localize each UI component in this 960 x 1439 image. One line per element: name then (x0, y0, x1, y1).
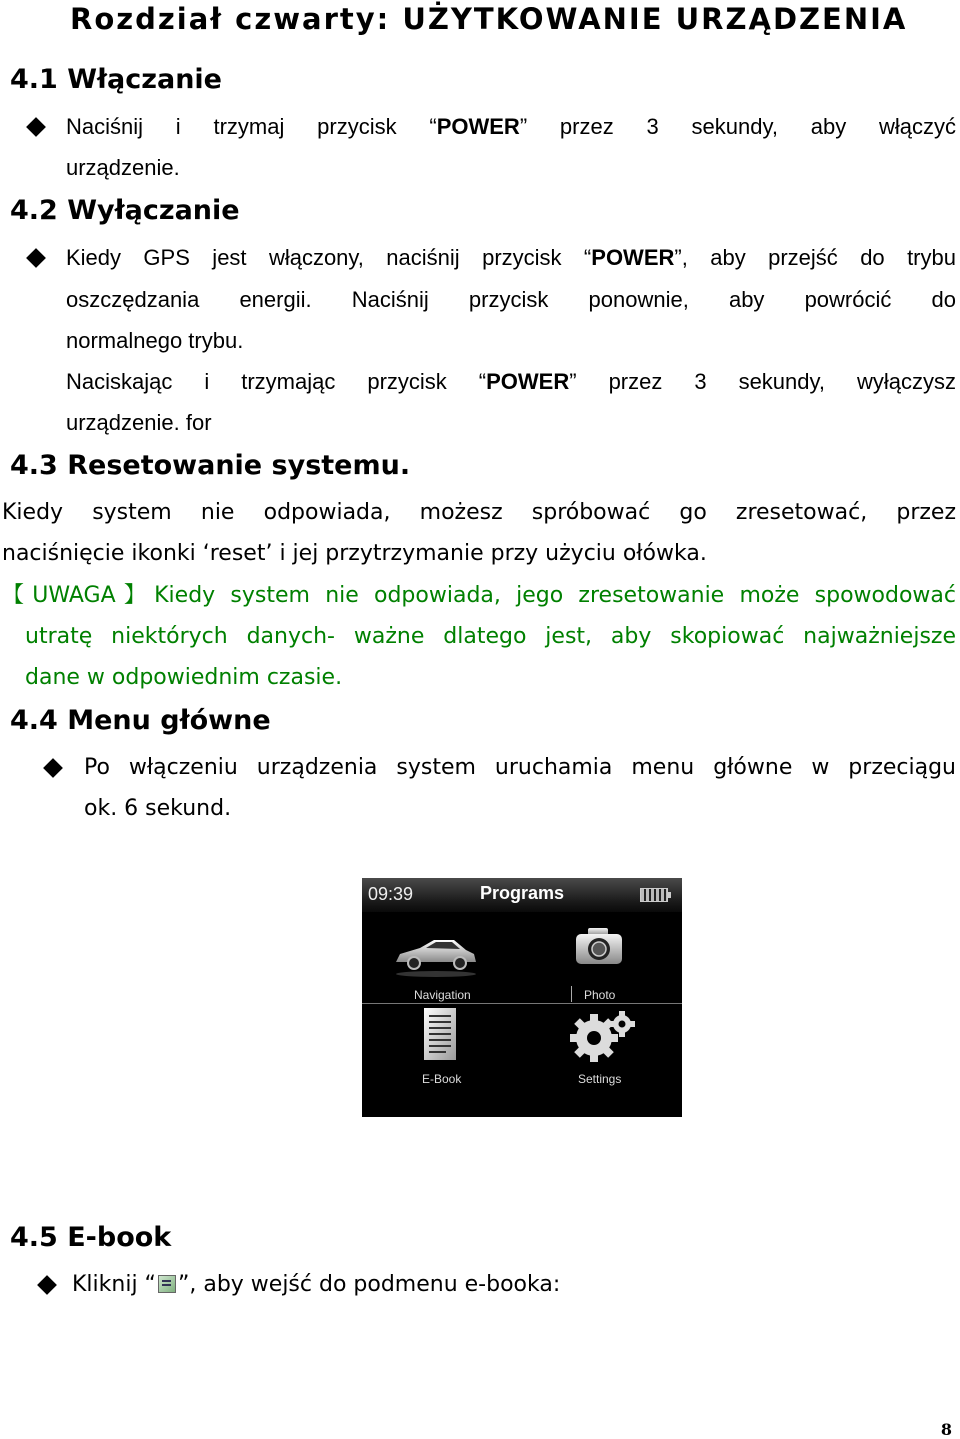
note-line1: 【UWAGA】Kiedy system nie odpowiada, jego zresetowanie może spowodować (2, 583, 956, 608)
paragraph-4-2-line2: oszczędzania energii. Naciśnij przycisk ponownie, aby powrócić do (66, 287, 956, 312)
menu-label-settings: Settings (578, 1072, 622, 1086)
menu-item-ebook[interactable] (422, 1006, 458, 1071)
paragraph-4-3-line2: naciśnięcie ikonki ‘reset’ i jej przytrzymanie przy użyciu ołówka. (2, 541, 707, 566)
paragraph-4-2-p2-line2: urządzenie. for (66, 410, 212, 435)
paragraph-4-4-line1: Po włączeniu urządzenia system uruchamia menu główne w przeciągu (84, 755, 956, 780)
camera-icon (574, 924, 624, 970)
menu-label-photo: Photo (584, 988, 616, 1002)
menu-item-settings[interactable] (566, 1006, 638, 1075)
heading-4-3: 4.3 Resetowanie systemu. (10, 450, 411, 481)
paragraph-4-5: Kliknij “ ”, aby wejść do podmenu e-booka: (72, 1272, 561, 1297)
heading-4-2: 4.2 Wyłączanie (10, 195, 240, 226)
menu-divider (362, 1003, 682, 1004)
bullet-diamond-icon (37, 1275, 57, 1295)
ebook-small-icon (158, 1275, 176, 1293)
document-icon (422, 1006, 458, 1066)
heading-4-1: 4.1 Włączanie (10, 64, 222, 95)
battery-icon (640, 888, 668, 902)
heading-4-5: 4.5 E-book (10, 1222, 172, 1253)
paragraph-4-3-line1: Kiedy system nie odpowiada, możesz spróbować go zresetować, przez (2, 500, 956, 525)
note-line2: utratę niektórych danych- ważne dlatego jest, aby skopiować najważniejsze (25, 624, 956, 649)
device-screen-title: Programs (480, 883, 565, 903)
car-icon (390, 930, 480, 980)
menu-item-navigation[interactable] (390, 930, 480, 985)
device-programs-screen (362, 878, 682, 1117)
menu-item-photo[interactable] (574, 924, 624, 975)
heading-4-4: 4.4 Menu główne (10, 705, 271, 736)
gears-icon (566, 1006, 638, 1070)
paragraph-4-1-line2: urządzenie. (66, 155, 180, 180)
note-line3: dane w odpowiednim czasie. (25, 665, 343, 690)
paragraph-4-2-line3: normalnego trybu. (66, 328, 244, 353)
paragraph-4-2-p2-line1: Naciskając i trzymając przycisk “POWER” przez 3 sekundy, wyłączysz (66, 369, 956, 394)
device-status-bar (362, 878, 682, 912)
chapter-title: Rozdział czwarty: UŻYTKOWANIE URZĄDZENIA (70, 2, 908, 36)
device-time: 09:39 (368, 884, 414, 904)
page-number: 8 (940, 1420, 952, 1439)
paragraph-4-1-line1: Naciśnij i trzymaj przycisk “POWER” przez 3 sekundy, aby włączyć (66, 114, 956, 139)
paragraph-4-2-line1: Kiedy GPS jest włączony, naciśnij przycisk “POWER”, aby przejść do trybu (66, 245, 956, 270)
bullet-diamond-icon (26, 248, 46, 268)
menu-label-navigation: Navigation (414, 988, 471, 1002)
paragraph-4-4-line2: ok. 6 sekund. (84, 796, 232, 821)
bullet-diamond-icon (43, 758, 63, 778)
menu-divider (571, 986, 572, 1002)
menu-label-ebook: E-Book (422, 1072, 462, 1086)
bullet-diamond-icon (26, 117, 46, 137)
